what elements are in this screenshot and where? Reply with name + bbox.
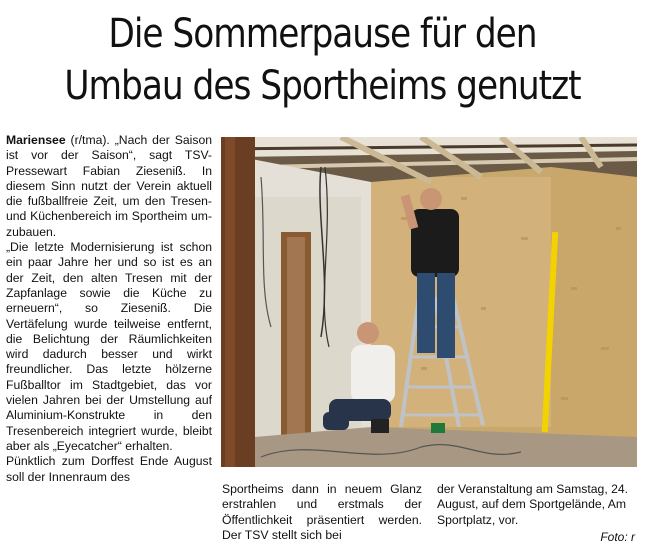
headline-line-2: Umbau des Sportheims genutzt bbox=[64, 63, 581, 109]
article-paragraph-2: „Die letzte Modernisierung ist schon ein paar Jahre her und so ist es an der Zeit, den alten Tresen mit der Zapfanlage sowie die Küche zu erneuern“, so Zieseniß. Die Vertäfelung wurde teilweise entfernt, die Belichtung der Räumlichkeiten wird dadurch besser und wirkt freundlicher. Das letzte hölzerne Fußballtor im Stadtgebiet, das vor vielen Jahren bei der Umstellung auf Aluminium-Konstrukte in den Tresenbereich integriert wurde, bleibt aber als „Eyecatcher“ erhalten. bbox=[6, 240, 212, 453]
renovation-photo bbox=[221, 137, 637, 467]
article-paragraph-1 bbox=[6, 133, 212, 240]
article-paragraph-3: Pünktlich zum Dorffest Ende August soll der Innenraum des bbox=[6, 454, 212, 484]
headline-line-1: Die Sommerpause für den bbox=[108, 11, 537, 57]
headline bbox=[45, 8, 600, 112]
photo-credit: Foto: r bbox=[600, 530, 635, 544]
article-column-left bbox=[6, 133, 212, 485]
article-column-middle: Sportheims dann in neuem Glanz erstrahlen und erstmals der Öffentlichkeit präsentiert werden. Der TSV stellt sich bei bbox=[222, 482, 422, 542]
article-column-right: der Veranstaltung am Samstag, 24. August, auf dem Sportgelände, Am Sportplatz, vor. bbox=[437, 482, 629, 527]
paragraph-1-text: (r/tma). „Nach der Saison ist vor der Saison“, sagt TSV-Pressewart Fabian Zieseniß. In diesem Sinn nutzt der Verein aktuell die fußballfreie Zeit, um den Tresen- und Küchenbereich im Sportheim umzubauen. bbox=[6, 133, 212, 239]
dateline: Mariensee bbox=[6, 133, 66, 147]
